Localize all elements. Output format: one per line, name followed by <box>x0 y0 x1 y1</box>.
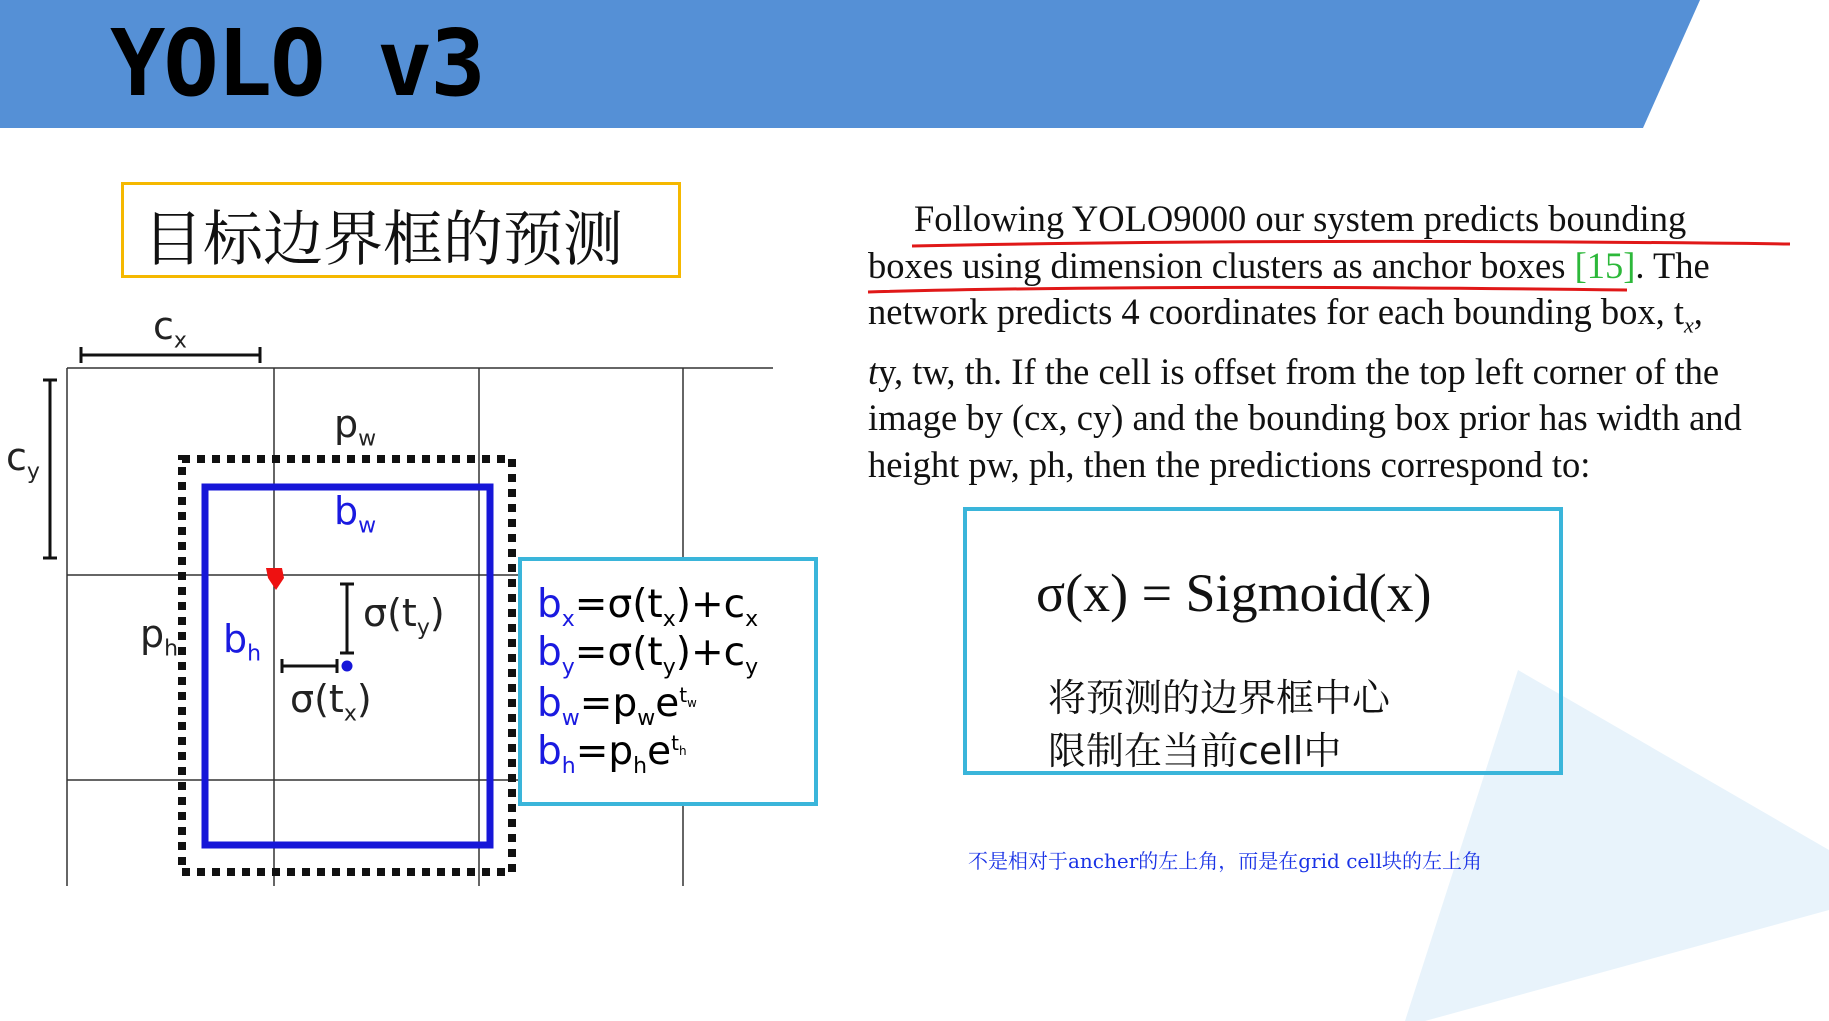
sigma-ty-label: $\sigma(t_y)$ <box>363 591 445 641</box>
cx-label: $c_x$ <box>153 304 187 354</box>
paper-line-1: Following YOLO9000 our system predicts bounding <box>914 198 1687 239</box>
predicted-center-dot <box>342 661 353 672</box>
cell-corner-marker <box>266 568 284 590</box>
footnote: 不是相对于ancher的左上角，而是在grid cell块的左上角 <box>968 849 1483 873</box>
bh-label: $b_h$ <box>223 617 262 667</box>
bw-label: $b_w$ <box>334 489 377 539</box>
center-constraint-note-line1: 将预测的边界框中心 <box>1048 676 1391 720</box>
ph-label: $p_h$ <box>140 612 179 662</box>
pw-label: $p_w$ <box>334 402 377 452</box>
paper-line-5: image by (cx, cy) and the bounding box prior has width and <box>868 397 1742 439</box>
tx-offset-bracket <box>282 659 337 673</box>
sigma-tx-label: $\sigma(t_x)$ <box>290 677 372 727</box>
paper-line-3: network predicts 4 coordinates for each bounding box, $t_x$, <box>868 291 1703 338</box>
slide-title: YOLO v3 <box>110 10 484 117</box>
equation-bh: $b_h=p_he^{t_h}$ <box>537 729 687 779</box>
cy-bracket <box>43 380 57 558</box>
subtitle-text: 目标边界框的预测 <box>143 205 623 275</box>
equation-bw: $b_w=p_we^{t_w}$ <box>537 681 697 731</box>
red-underlines <box>0 0 1829 300</box>
underline-1 <box>912 241 1790 246</box>
equation-by: $b_y=\sigma(t_y)+c_y$ <box>537 630 759 680</box>
citation-ref: [15] <box>1574 244 1636 286</box>
paper-line-6: height pw, ph, then the predictions correspond to: <box>868 443 1591 485</box>
sigmoid-formula: σ(x) = Sigmoid(x) <box>1036 563 1432 623</box>
paper-line-2: boxes using dimension clusters as anchor boxes [15]. The <box>868 244 1710 286</box>
ty-offset-bracket <box>340 584 354 653</box>
underline-2 <box>868 287 1627 292</box>
paper-line-4: ty, tw, th. If the cell is offset from the top left corner of the <box>868 350 1720 392</box>
center-constraint-note-line2: 限制在当前cell中 <box>1048 729 1342 773</box>
cy-label: $c_y$ <box>6 435 40 485</box>
equation-bx: $b_x=\sigma(t_x)+c_x$ <box>537 582 759 632</box>
